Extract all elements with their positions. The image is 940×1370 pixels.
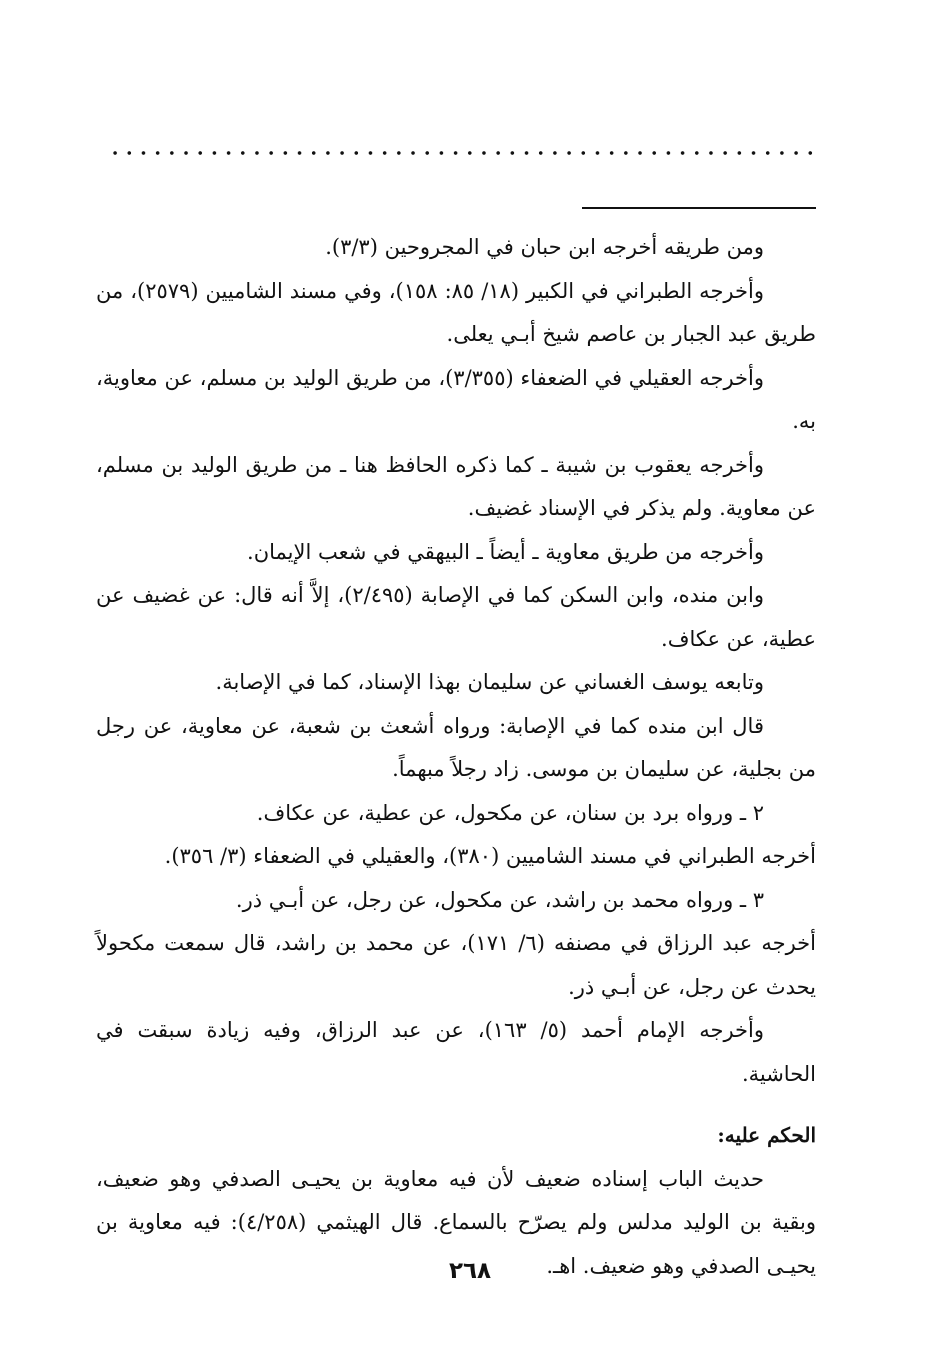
ruling-text: حديث الباب إسناده ضعيف لأن فيه معاوية بن يحيـى الصدفي وهو ضعيف، وبقية بن الوليد مدلس ولم يصرّح بالسماع. قال الهيثمي (٤/٢٥٨): فيه معاوية بن يحيـى الصدفي وهو ضعيف. اهـ. <box>96 1166 816 1278</box>
footnote-paragraph: ٢ ـ ورواه برد بن سنان، عن مكحول، عن عطية، عن عكاف. <box>256 800 764 825</box>
footnote-paragraph: وأخرجه الطبراني في الكبير (١٨/ ٨٥: ١٥٨)، وفي مسند الشاميين (٢٥٧٩)، من طريق عبد الجبار بن عاصم شيخ أبـي يعلى. <box>96 278 816 346</box>
footnote-paragraph: وأخرجه يعقوب بن شيبة ـ كما ذكره الحافظ هنا ـ من طريق الوليد بن مسلم، عن معاوية. ولم يذكر في الإسناد غضيف. <box>96 452 816 520</box>
page-body <box>96 226 816 1288</box>
footnote-rule <box>582 207 816 209</box>
footnote-paragraph: وتابعه يوسف الغساني عن سليمان بهذا الإسناد، كما في الإصابة. <box>215 670 764 694</box>
footnote-paragraph: وأخرجه من طريق معاوية ـ أيضاً ـ البيهقي في شعب الإيمان. <box>247 539 764 564</box>
footnote-paragraph: وأخرجه العقيلي في الضعفاء (٣/٣٥٥)، من طريق الوليد بن مسلم، عن معاوية، به. <box>96 365 816 433</box>
footnote-paragraph: وأخرجه الإمام أحمد (٥/ ١٦٣)، عن عبد الرزاق، وفيه زيادة سبقت في الحاشية. <box>96 1018 816 1086</box>
page-number: ٢٦٨ <box>448 1258 492 1284</box>
footnote-paragraph: ٣ ـ ورواه محمد بن راشد، عن مكحول، عن رجل، عن أبـي ذر. <box>235 887 764 912</box>
footnote-paragraph: أخرجه الطبراني في مسند الشاميين (٣٨٠)، والعقيلي في الضعفاء (٣/ ٣٥٦). <box>164 844 816 868</box>
footnote-paragraph: وابن منده، وابن السكن كما في الإصابة (٢/٤٩٥)، إلاَّ أنه قال: عن غضيف عن عطية، عن عكاف. <box>96 583 816 651</box>
footnote-paragraph: ومن طريقه أخرجه ابن حبان في المجروحين (٣/٣). <box>325 235 764 259</box>
footnote-paragraph: أخرجه عبد الرزاق في مصنفه (٦/ ١٧١)، عن محمد بن راشد، قال سمعت مكحولاً يحدث عن رجل، عن أبـي ذر. <box>96 931 816 999</box>
ruling-heading: الحكم عليه: <box>717 1123 816 1147</box>
footnote-paragraph: قال ابن منده كما في الإصابة: ورواه أشعث بن شعبة، عن معاوية، عن رجل من بجلية، عن سليمان بن موسى. زاد رجلاً مبهماً. <box>96 713 816 781</box>
dotted-separator <box>108 146 816 160</box>
